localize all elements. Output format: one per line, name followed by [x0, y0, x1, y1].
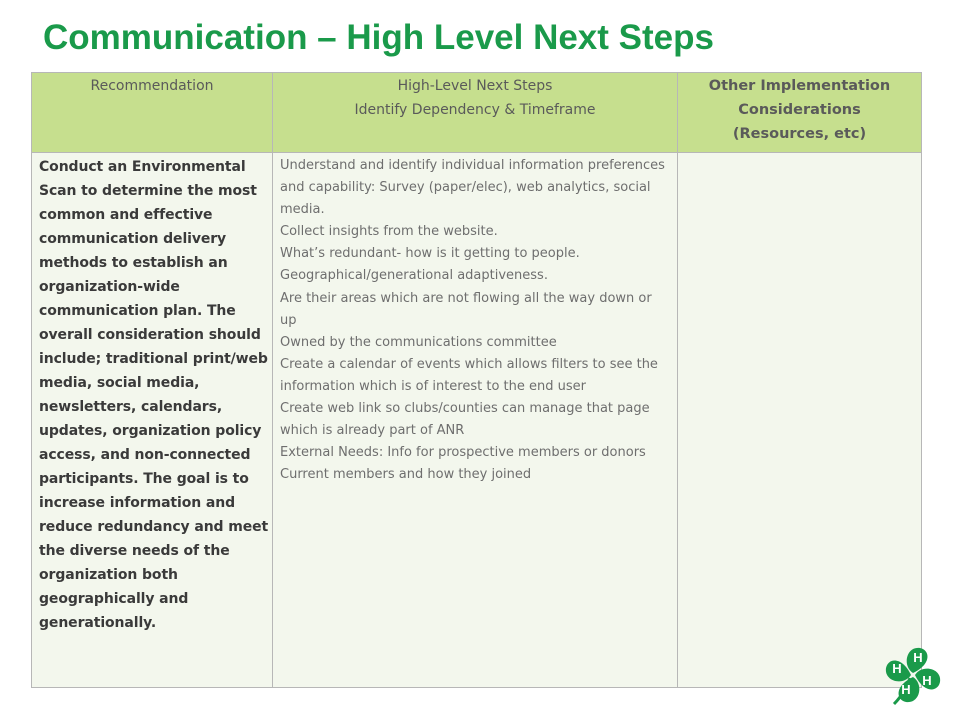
header-next-steps: [273, 73, 678, 153]
next-steps-cell: [273, 153, 678, 688]
step-item: Geographical/generational adaptiveness.: [280, 268, 548, 284]
clover-letter-right: H: [922, 673, 932, 688]
other-considerations-cell: [678, 153, 922, 688]
step-item: Create a calendar of events which allows filters to see the information which is of interest to the end user: [280, 356, 658, 394]
clover-logo-svg: [880, 642, 946, 708]
next-steps-table: [31, 72, 922, 688]
clover-letter-bottom: H: [901, 682, 911, 697]
header-other-line-3: (Resources, etc): [732, 126, 867, 142]
recommendation-cell: Conduct an Environmental Scan to determine the most common and effective communication delivery methods to establish an organization-wide communication plan. The overall consideration should include; traditional print/web media, social media, newsletters, calendars, updates, organization policy access, and non-connected participants. The goal is to increase information and reduce redundancy and meet the diverse needs of the organization both geographically and generationally.: [32, 153, 273, 688]
step-item: Understand and identify individual information preferences and capability: Survey (paper/elec), web analytics, social media.: [280, 158, 665, 218]
table-header-row: [32, 73, 922, 153]
clover-letter-left: H: [892, 661, 902, 676]
header-other-line-2: Considerations: [738, 102, 861, 118]
step-item: What’s redundant- how is it getting to people.: [280, 246, 580, 262]
header-other-considerations: [678, 73, 922, 153]
step-item: Current members and how they joined: [280, 467, 532, 483]
table-row: [32, 153, 922, 688]
header-other-line-1: Other Implementation: [708, 78, 891, 94]
header-next-steps-line-1: High-Level Next Steps: [397, 78, 553, 94]
four-leaf-clover-icon: [880, 642, 946, 708]
slide-title: Communication – High Level Next Steps: [43, 18, 714, 57]
next-steps-table-container: [31, 72, 921, 688]
step-item: Are their areas which are not flowing all the way down or up: [280, 290, 652, 328]
step-item: Collect insights from the website.: [280, 224, 498, 240]
step-item: Owned by the communications committee: [280, 334, 557, 350]
step-item: Create web link so clubs/counties can manage that page which is already part of ANR: [280, 401, 650, 439]
header-next-steps-line-2: Identify Dependency & Timeframe: [354, 102, 596, 118]
step-item: External Needs: Info for prospective members or donors: [280, 445, 646, 461]
header-recommendation-label: Recommendation: [90, 78, 214, 94]
clover-letter-top: H: [913, 650, 923, 665]
header-recommendation: [32, 73, 273, 153]
